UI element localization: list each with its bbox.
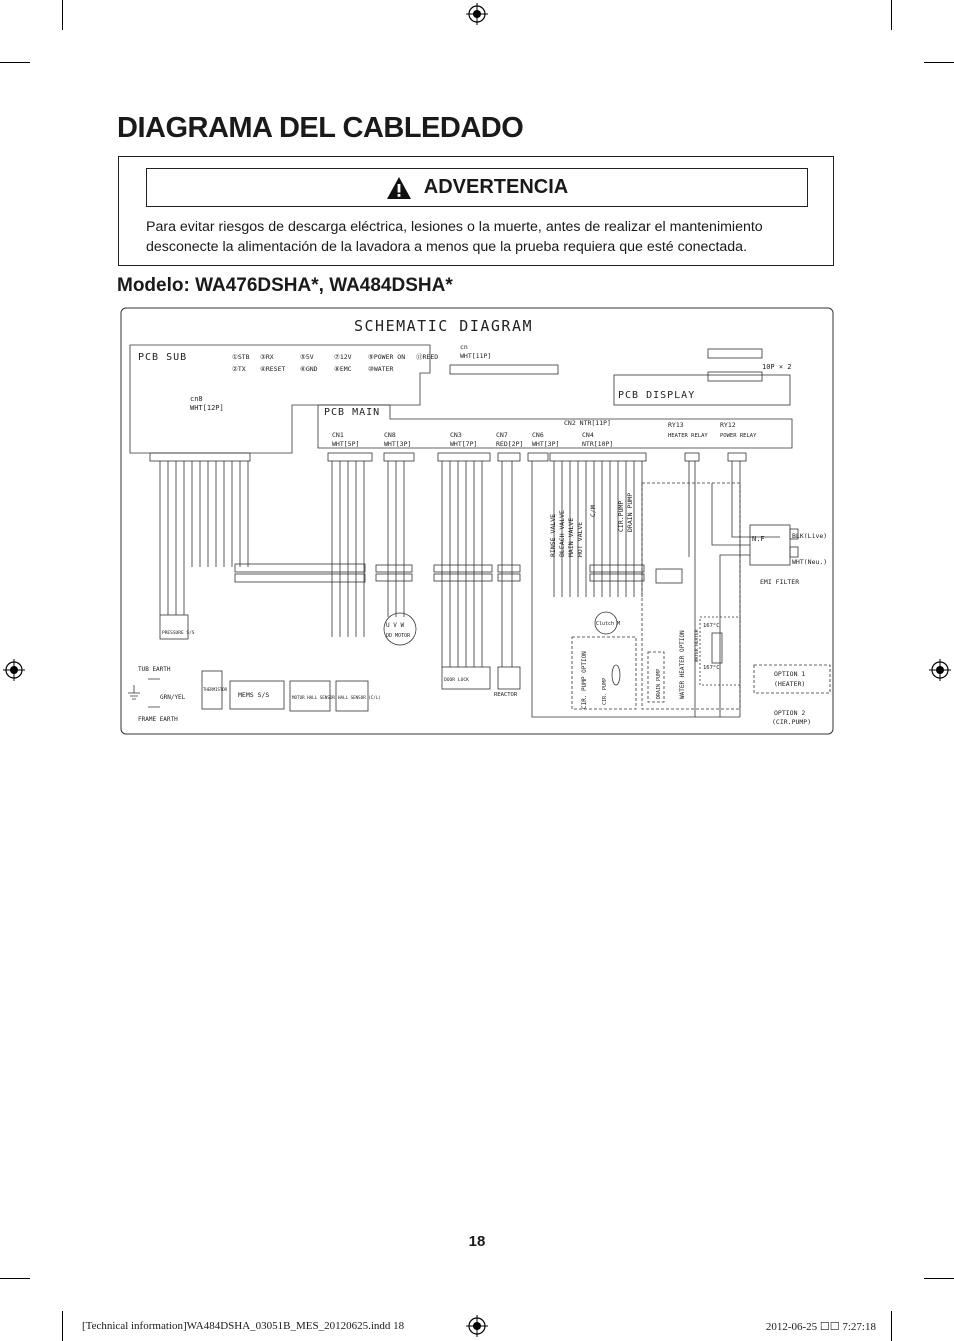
footer-date: 2012-06-25 ☐☐ 7:27:18	[765, 1321, 876, 1333]
crop-mark	[924, 1278, 954, 1279]
legend-gnd: ⑥GND	[300, 365, 318, 373]
main-valve-label: MAIN VALVE	[567, 517, 575, 557]
power-relay-label: POWER RELAY	[720, 433, 757, 439]
live-wire-label: BLK(Live)	[792, 532, 828, 540]
connector-cn1: CN1	[332, 431, 344, 439]
pressure-switch-label: PRESSURE S/S	[162, 631, 195, 636]
crop-mark	[924, 62, 954, 63]
reactor-label: REACTOR	[494, 692, 518, 698]
thermostat-temp-2: 167°C	[703, 665, 720, 671]
model-heading: Modelo: WA476DSHA*, WA484DSHA*	[117, 275, 453, 296]
legend-emc: ⑧EMC	[334, 365, 352, 373]
option-2-sub: (CIR.PUMP)	[772, 718, 812, 726]
thermostat-temp-1: 167°C	[703, 623, 720, 629]
schematic-diagram	[120, 307, 834, 735]
page-number: 18	[468, 1233, 486, 1250]
option-1-sub: (HEATER)	[774, 680, 806, 688]
water-heater-option-label: WATER HEATER OPTION	[679, 630, 686, 699]
option-2-label: OPTION 2	[774, 709, 806, 717]
ry12-label: RY12	[720, 421, 736, 429]
crop-mark	[891, 1311, 892, 1341]
cn-top-label: cn	[460, 343, 468, 351]
thermistor-label: THERMISTOR	[203, 687, 228, 692]
crop-mark	[62, 0, 63, 30]
grn-yel-label: GRN/YEL	[160, 694, 186, 701]
connector-cn4: CN4	[582, 431, 594, 439]
hot-valve-label: HOT VALVE	[576, 521, 584, 557]
connector-cn6: CN6	[532, 431, 544, 439]
warning-triangle-icon	[386, 176, 412, 200]
motor-phases-label: U V W	[386, 622, 405, 629]
cn8-label: cn8	[190, 395, 203, 403]
heater-relay-label: HEATER RELAY	[668, 433, 708, 439]
legend-stb: ①STB	[232, 353, 250, 361]
option-1-label: OPTION 1	[774, 670, 806, 678]
dd-motor-label: DD MOTOR	[386, 633, 411, 639]
bleach-valve-label: BLEACH VALVE	[558, 510, 566, 557]
nf-label: N.F	[752, 535, 765, 543]
page-title: DIAGRAMA DEL CABLEDADO	[117, 112, 524, 144]
neutral-wire-label: WHT(Neu.)	[792, 558, 828, 566]
schematic-title: SCHEMATIC DIAGRAM	[354, 317, 534, 335]
crop-mark	[891, 0, 892, 30]
motor-hall-sensor-label: MOTOR HALL SENSOR	[292, 695, 335, 700]
connector-cn7: CN7	[496, 431, 508, 439]
legend-12v: ⑦12V	[334, 353, 352, 361]
connector-cn3: CN3	[450, 431, 462, 439]
warning-header	[146, 168, 808, 207]
footer-file-info: [Technical information]WA484DSHA_03051B_MES_20120625.indd 18	[82, 1320, 405, 1332]
drain-pump-component-label: DRAIN PUMP	[656, 668, 662, 699]
registration-mark-icon	[3, 659, 25, 681]
door-lock-label: DOOR LOCK	[444, 678, 469, 683]
crop-mark	[62, 1311, 63, 1341]
legend-5v: ⑤5V	[300, 353, 314, 361]
cm-label: C/M	[589, 505, 597, 517]
connector-cn1-spec: WHT[5P]	[332, 440, 360, 448]
legend-reset: ④RESET	[260, 365, 286, 373]
ry13-label: RY13	[668, 421, 684, 429]
legend-rx: ③RX	[260, 353, 274, 361]
legend-tx: ②TX	[232, 365, 246, 373]
connector-cn8: CN8	[384, 431, 396, 439]
cn8-spec: WHT[12P]	[190, 404, 224, 412]
connector-cn7-spec: RED[2P]	[496, 440, 524, 448]
crop-mark	[0, 1278, 30, 1279]
warning-text: Para evitar riesgos de descarga eléctrica, lesiones o la muerte, antes de realizar el mantenimiento desconecte la alimentación de la lavadora a menos que la prueba requiera que esté conectada.	[146, 219, 763, 255]
tub-earth-label: TUB EARTH	[138, 666, 171, 673]
cir-pump-option-label: CIR. PUMP OPTION	[581, 651, 588, 709]
pcb-main-label: PCB MAIN	[324, 407, 381, 418]
water-heater-label: WATER HEATER	[695, 629, 700, 662]
mems-label: MEMS S/S	[238, 691, 270, 699]
connector-cn3-spec: WHT[7P]	[450, 440, 478, 448]
cir-pump-component-label: CIR. PUMP	[602, 677, 608, 705]
registration-mark-icon	[929, 659, 951, 681]
cn-top-spec: WHT[11P]	[460, 352, 492, 360]
display-connector-label: 10P × 2	[762, 363, 792, 371]
warning-box	[118, 156, 834, 266]
frame-earth-label: FRAME EARTH	[138, 716, 178, 723]
pcb-sub-label: PCB SUB	[138, 352, 188, 363]
registration-mark-icon	[466, 3, 488, 25]
legend-power-on: ⑨POWER ON	[368, 353, 406, 361]
hall-sensor-label: HALL SENSOR (C/L)	[338, 695, 381, 700]
connector-cn4-spec: NTR[10P]	[582, 440, 614, 448]
pcb-display-label: PCB DISPLAY	[618, 390, 696, 401]
registration-mark-icon	[466, 1315, 488, 1337]
clutch-label: Clutch M	[596, 621, 621, 627]
cir-pump-label: CIR.PUMP	[617, 500, 625, 532]
connector-cn6-spec: WHT[3P]	[532, 440, 560, 448]
emi-filter-label: EMI FILTER	[760, 578, 800, 586]
drain-pump-label: DRAIN PUMP	[626, 492, 634, 532]
legend-water: ⑩WATER	[368, 365, 394, 373]
cn2-label: CN2 NTR[11P]	[564, 419, 611, 427]
crop-mark	[0, 62, 30, 63]
connector-cn8-spec: WHT[3P]	[384, 440, 412, 448]
rinse-valve-label: RINSE VALVE	[549, 513, 557, 557]
warning-heading: ADVERTENCIA	[423, 176, 569, 198]
legend-reed: ⑪REED	[416, 353, 439, 361]
